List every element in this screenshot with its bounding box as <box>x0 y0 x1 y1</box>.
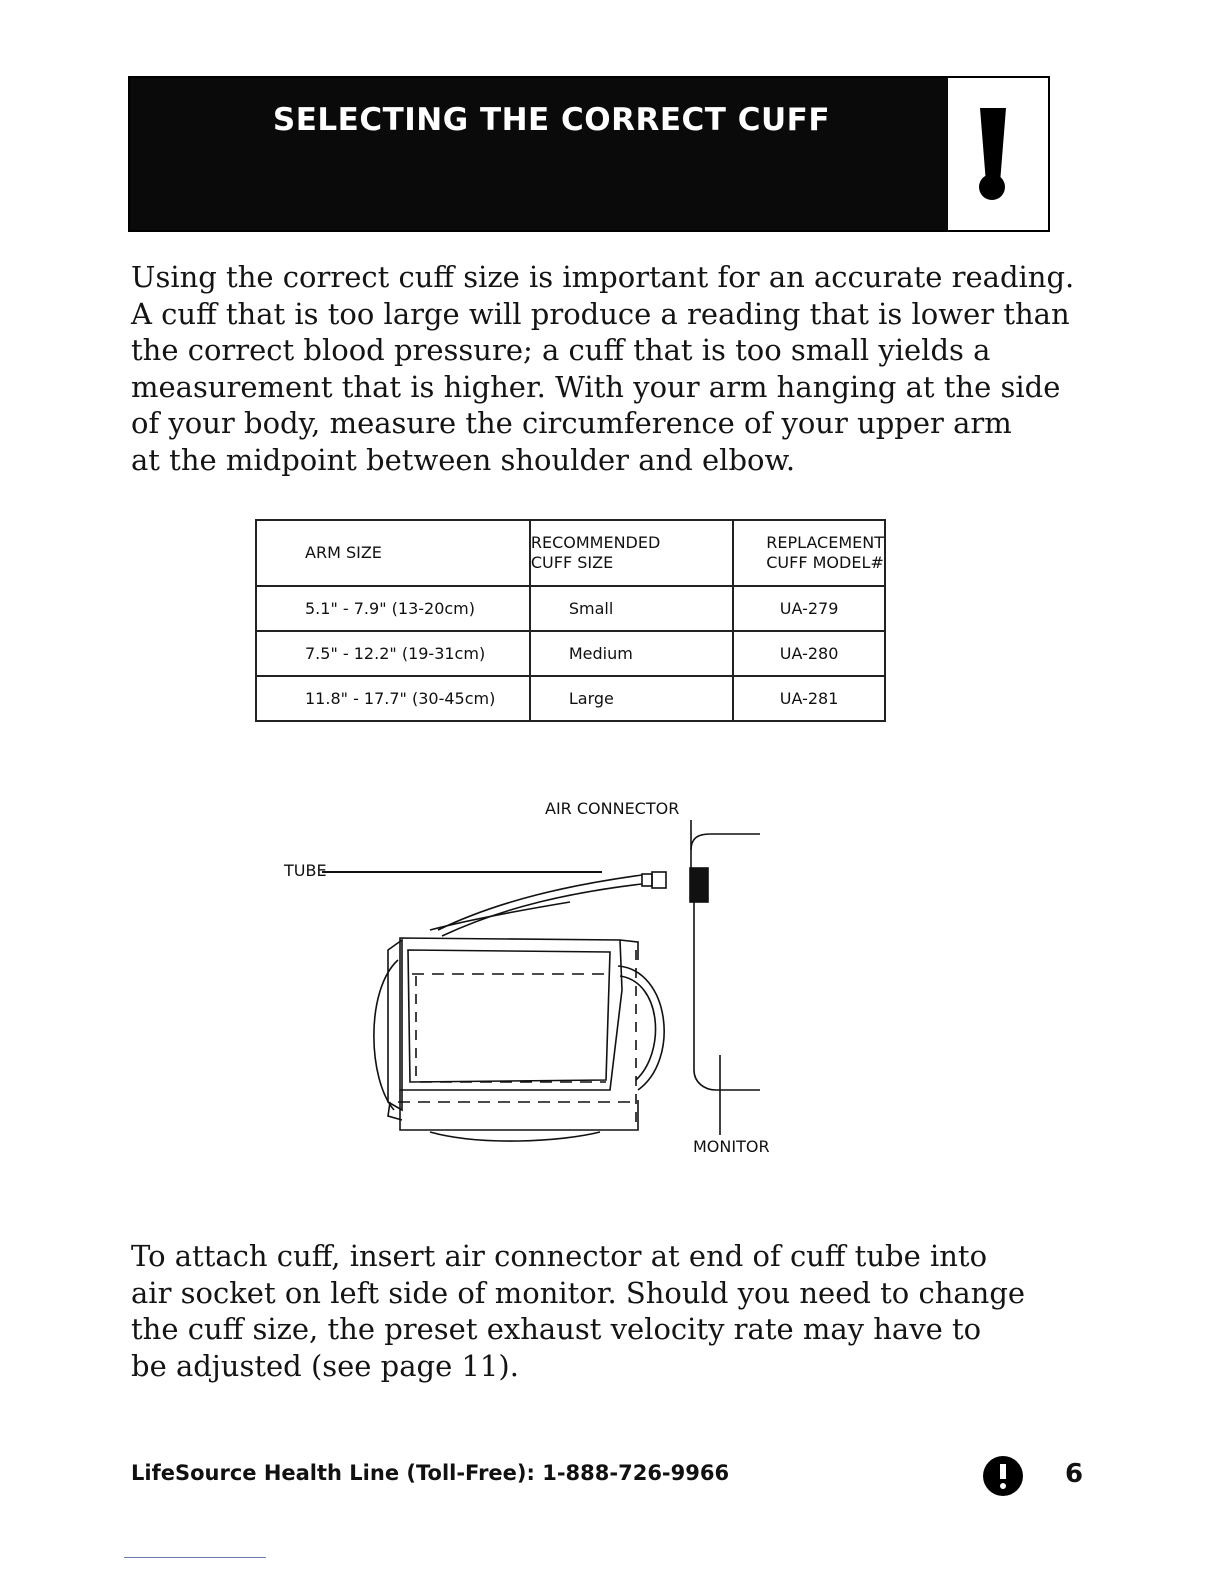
title-banner <box>128 76 950 232</box>
header-line: CUFF SIZE <box>530 553 614 572</box>
page-title: SELECTING THE CORRECT CUFF <box>272 102 830 138</box>
warning-badge-icon <box>983 1456 1023 1496</box>
warning-box <box>948 76 1050 232</box>
model-cell: UA-281 <box>733 676 885 721</box>
intro-line: A cuff that is too large will produce a reading that is lower than <box>131 296 1070 331</box>
arm-size-cell: 11.8" - 17.7" (30-45cm) <box>256 676 530 721</box>
intro-line: measurement that is higher. With your arm hanging at the side <box>131 369 1061 404</box>
cuff-size-cell: Large <box>530 676 733 721</box>
header-arm-size: ARM SIZE <box>256 520 530 586</box>
header-replacement-model <box>733 520 885 586</box>
table-row <box>256 631 885 676</box>
model-cell: UA-279 <box>733 586 885 631</box>
table-row <box>256 586 885 631</box>
cuff-size-table <box>255 519 886 722</box>
header-line: REPLACEMENT <box>766 533 884 552</box>
cuff-illustration <box>270 790 790 1170</box>
instruction-line: be adjusted (see page 11). <box>131 1348 519 1383</box>
intro-line: of your body, measure the circumference of your upper arm <box>131 406 1012 440</box>
cuff-diagram <box>270 790 790 1170</box>
table-row <box>256 676 885 721</box>
table-header-row <box>256 520 885 586</box>
air-connector-label: AIR CONNECTOR <box>545 799 680 818</box>
arm-size-cell: 7.5" - 12.2" (19-31cm) <box>256 631 530 676</box>
instruction-line: the cuff size, the preset exhaust velocity rate may have to <box>131 1312 982 1346</box>
intro-line: Using the correct cuff size is important for an accurate reading. <box>131 260 1075 294</box>
header-line: CUFF MODEL# <box>766 553 884 572</box>
instruction-line: To attach cuff, insert air connector at end of cuff tube into <box>131 1239 988 1273</box>
cuff-size-cell: Medium <box>530 631 733 676</box>
intro-line: the correct blood pressure; a cuff that is too small yields a <box>131 333 991 367</box>
cuff-size-cell: Small <box>530 586 733 631</box>
instruction-line: air socket on left side of monitor. Should you need to change <box>131 1275 1026 1310</box>
tube-label: TUBE <box>284 861 327 880</box>
bottom-rule <box>124 1557 266 1558</box>
health-line-footer: LifeSource Health Line (Toll-Free): 1-888-726-9966 <box>131 1461 730 1485</box>
exclamation-icon <box>980 108 1006 180</box>
header-recommended-size <box>530 520 733 586</box>
page-number: 6 <box>1065 1459 1084 1489</box>
instruction-paragraph <box>131 1238 1025 1384</box>
model-cell: UA-280 <box>733 631 885 676</box>
intro-line: at the midpoint between shoulder and elbow. <box>131 442 796 477</box>
monitor-label: MONITOR <box>693 1137 770 1156</box>
arm-size-cell: 5.1" - 7.9" (13-20cm) <box>256 586 530 631</box>
intro-paragraph <box>131 259 1074 478</box>
exclamation-dot-icon <box>979 174 1005 200</box>
header-line: RECOMMENDED <box>530 533 661 552</box>
